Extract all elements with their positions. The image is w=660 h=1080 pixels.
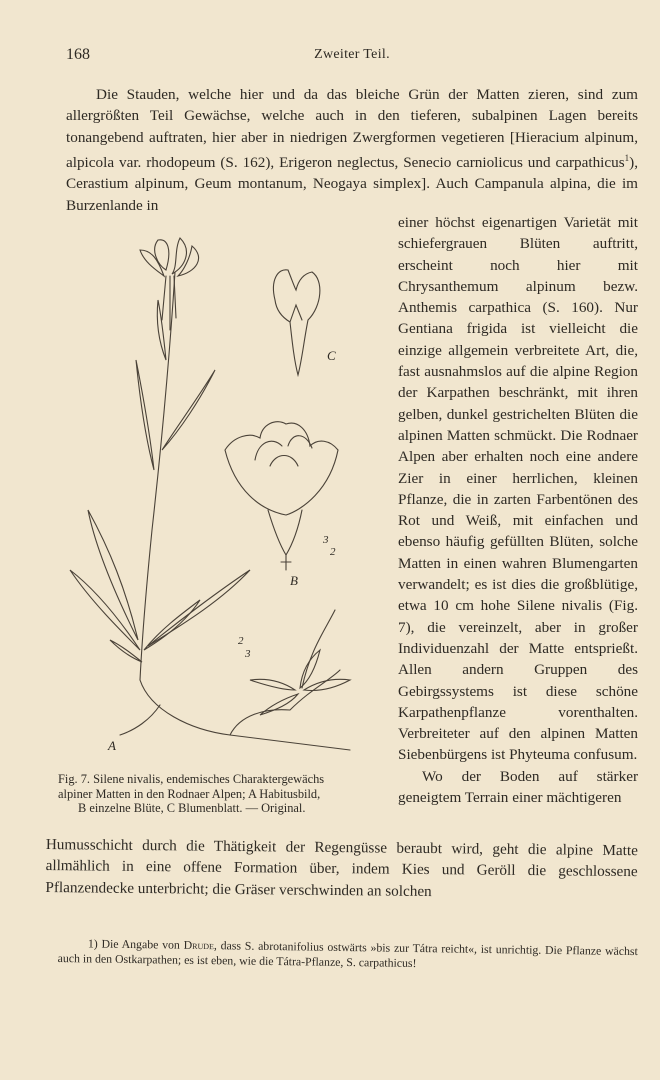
small-rosette-stem [302, 610, 335, 688]
figure-label-c: C [327, 348, 336, 363]
flower-cluster [140, 238, 199, 276]
running-title: Zweiter Teil. [314, 47, 390, 62]
scale-b-numerator: 3 [323, 534, 329, 546]
footnote-marker: 1) [87, 936, 98, 951]
stem-leaf-upper [157, 300, 166, 360]
silene-nivalis-drawing [40, 210, 395, 770]
figure-label-a: A [108, 738, 116, 753]
footnote-author: Drude [183, 937, 215, 953]
wrapped-text-column [398, 212, 638, 808]
caption-line: alpiner Matten in den Rodnaer Alpen; A Habitusbild, [58, 786, 321, 801]
page-header [66, 46, 638, 68]
footnote-text: Die Angabe von [101, 936, 180, 952]
scale-a-numerator: 2 [238, 635, 244, 647]
stem-leaf-left [136, 360, 154, 470]
flower-b [225, 422, 338, 515]
paragraph-text: Die Stauden, welche hier und da das bleiche Grün der Matten zieren, sind zum allergrößten Teil Gewächse, welche auch in den tieferen, subalpinen Lagen bereits tonangebend auftraten, hier aber in niedrigen Zwergformen vegetieren [Hieracium alpinum, alpicola var. rhodopeum (S. 162), Erigeron neglectus, Senecio carniolicus und carpathicus [66, 86, 638, 171]
basal-leaf-1 [88, 510, 138, 640]
footnote-text-cont: , dass S. abrotanifolius ostwärts »bis zur Tátra reicht«, ist unrichtig. Die Pflanze wächst auch in den Ostkarpathen; es ist eben, wie die Tátra-Pflanze, S. carpathicus! [57, 938, 638, 971]
footnote-ref[interactable]: 1 [624, 152, 630, 163]
main-stem [140, 272, 175, 680]
main-paragraph [66, 84, 638, 216]
page-number: 168 [66, 46, 90, 63]
scale-b-denominator: 2 [330, 546, 336, 558]
footnote [58, 936, 638, 974]
petal-c [273, 270, 319, 375]
figure-caption [58, 772, 388, 816]
wrapped-paragraph: einer höchst eigenartigen Varietät mit schiefergrauen Blüten auftritt, erscheint noch hier mit Chrysanthemum alpinum bezw. Anthemis carpathica (S. 160). Nur Gentiana frigida ist vielleicht die einzige allgemein verbreitete Art, die, fast ausnahmslos auf die alpine Region der Karpathen beschränkt, mit ihren gelben, dunkel gestrichelten Blüten die alpinen Matten schmückt. Die Rodnaer Alpen aber erhalten noch eine andere Zier in einer herrlichen, kleinen Pflanze, die in zarten Farbentönen des Rot und Weiß, mit einfachen und ebenso häufig gefüllten Blüten, solche Matten in einen wahren Blumengarten verwandelt; es ist dies die großblütige, etwa 10 cm hohe Silene nivalis (Fig. 7), die vereinzelt, aber in großer Individuenzahl der Matte entsprießt. Allen andern Gruppen des Gebirgssystems ist diese schöne Karpathenpflanze vorenthalten. Verbreiteter auf den alpinen Matten Siebenbürgens ist Phyteuma confusum. [398, 214, 638, 764]
caption-line: B einzelne Blüte, C Blumenblatt. — Original. [78, 801, 306, 816]
continued-paragraph [45, 834, 638, 904]
scale-a-denominator: 3 [245, 648, 251, 660]
stem-leaf-right [162, 370, 215, 450]
figure-label-b: B [290, 573, 298, 588]
paragraph-text: Humusschicht durch die Thätigkeit der Regengüsse beraubt wird, geht die alpine Matte allmählich in eine offene Formation über, indem Kies und Geröll die geschlossene Pflanzendecke unterbricht; die Gräser verschwinden an solchen [45, 835, 638, 900]
small-rosette [250, 650, 350, 715]
botanical-illustration [40, 210, 395, 770]
basal-leaf-3 [148, 570, 250, 646]
wrapped-paragraph-2: Wo der Boden auf stärker geneigtem Terrain einer mächtigeren [398, 767, 638, 807]
paragraph-text-cont: ), Cerastium alpinum, Geum montanum, Neogaya simplex]. Auch Campanula alpina, die im Burzenlande in [66, 153, 638, 214]
caption-line: Fig. 7. Silene nivalis, endemisches Charaktergewächs [58, 772, 325, 786]
basal-leaf-5 [110, 640, 142, 662]
